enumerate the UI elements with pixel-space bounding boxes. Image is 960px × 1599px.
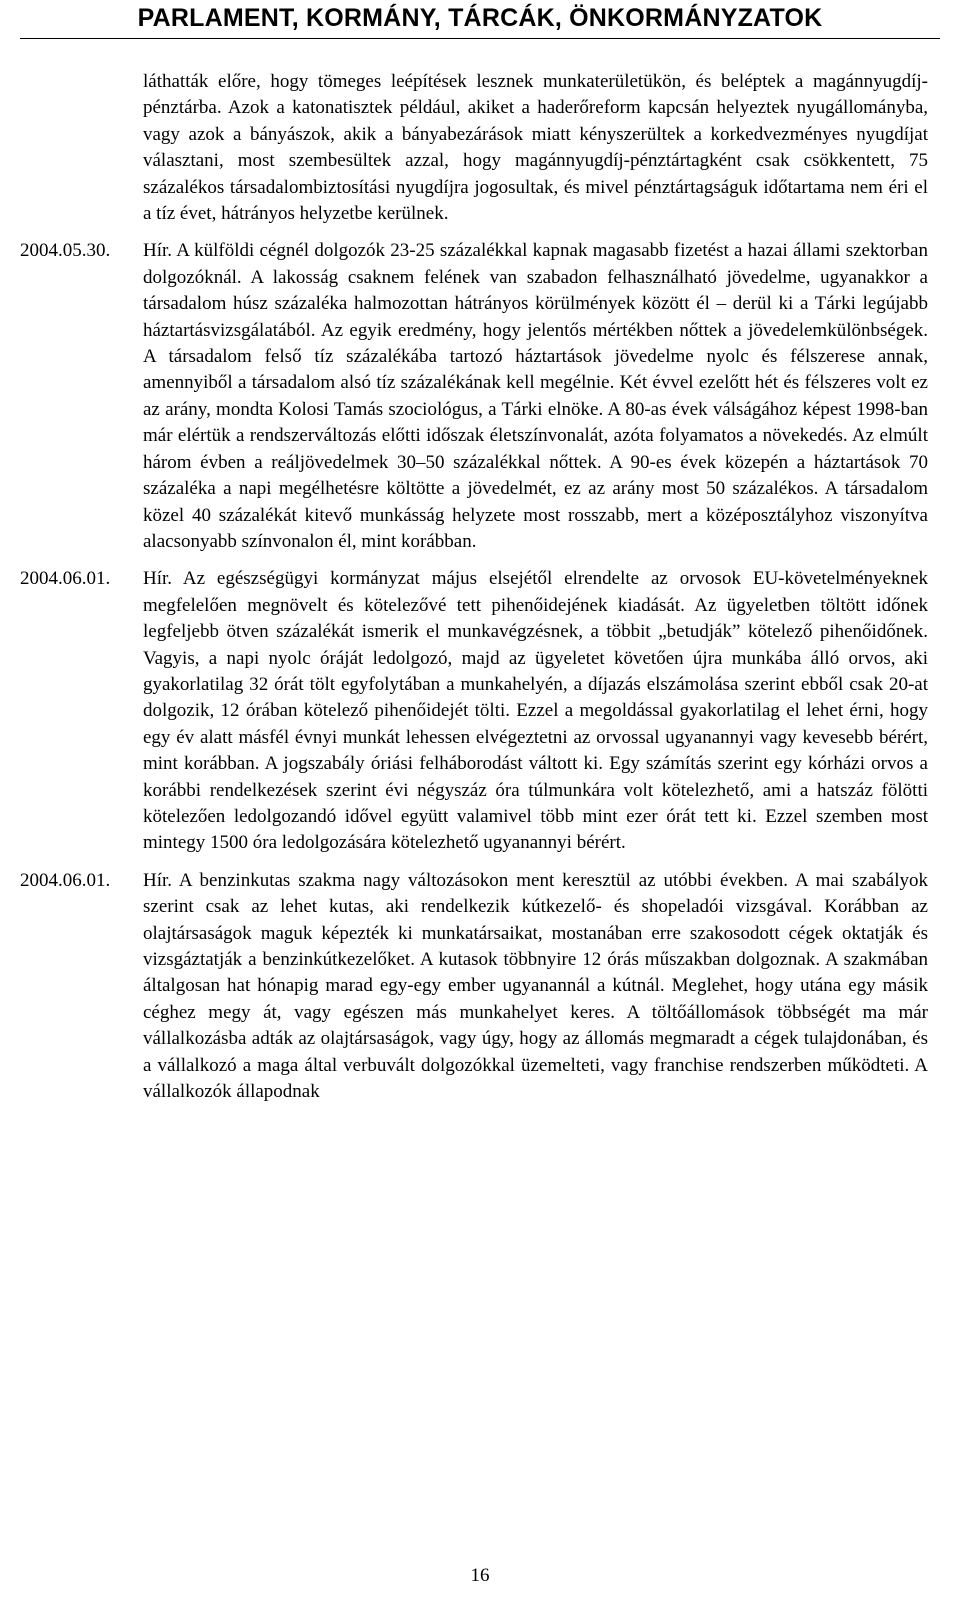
news-entry xyxy=(0,566,960,856)
page-body xyxy=(0,69,960,1105)
header-rule xyxy=(20,38,940,39)
entry-date: 2004.05.30. xyxy=(20,240,111,262)
running-header: PARLAMENT, KORMÁNY, TÁRCÁK, ÖNKORMÁNYZATOK xyxy=(137,4,823,32)
intro-paragraph: láthatták előre, hogy tömeges leépítések lesznek munkaterületükön, és beléptek a magánnyugdíj-pénztárba. Azok a katonatisztek például, akiket a haderőreform kapcsán helyeztek nyugállományba, vagy azok a bányászok, akik a bányabezárások miatt kényszerültek a korkedvezményes nyugdíjat választani, most szembesültek azzal, hogy magánnyugdíj-pénztártagként csak csökkentett, 75 százalékos társadalombiztosítási nyugdíjra jogosultak, és mivel pénztártagságuk időtartama nem éri el a tíz évet, hátrányos helyzetbe kerülnek. xyxy=(143,71,928,225)
entry-text: Hír. A külföldi cégnél dolgozók 23-25 százalékkal kapnak magasabb fizetést a hazai állami szektorban dolgozóknál. A lakosság csaknem felének van szabadon felhasználható jövedelme, ugyanakkor a társadalom húsz százaléka halmozottan hátrányos körülmények között él – derül ki a Tárki legújabb háztartásvizsgálatából. Az egyik eredmény, hogy jelentős mértékben nőttek a jövedelemkülönbségek. A társadalom felső tíz százalékába tartozó háztartások jövedelme nyolc és félszerese annak, amennyiből a társadalom alsó tíz százalékának kell megélnie. Két évvel ezelőtt hét és félszeres volt ez az arány, mondta Kolosi Tamás szociológus, a Tárki elnöke. A 80-as évek válságához képest 1998-ban már elértük a rendszerváltozás előtti időszak életszínvonalát, azóta folyamatos a növekedés. Az elmúlt három évben a reáljövedelmek 30–50 százalékkal nőttek. A 90-es évek közepén a háztartások 70 százaléka a napi megélhetésre költötte a jövedelmét, ez az arány most 50 százalékos. A társadalom közel 40 százalékát kitevő munkásság helyzete most rosszabb, mert a középosztályhoz viszonyítva alacsonyabb színvonalon él, mint korábban. xyxy=(143,240,928,552)
entry-date: 2004.06.01. xyxy=(20,568,111,590)
news-entry xyxy=(0,868,960,1106)
entry-text: Hír. A benzinkutas szakma nagy változásokon ment keresztül az utóbbi években. A mai szabályok szerint csak az lehet kutas, aki rendelkezik kútkezelő- és shopeladói vizsgával. Korábban az olajtársaságok maguk képezték ki munkatársaikat, mostanában erre szakosodott cégek oktatják és vizsgáztatják a benzinkútkezelőket. A kutasok többnyire 12 órás műszakban dolgoznak. A szakmában általgosan hat hónapig marad egy-egy ember ugyanannál a kútnál. Meglehet, hogy utána egy másik céghez megy át, vagy egészen más munkahelyet keres. A töltőállomások többségét ma már vállalkozásba adták az olajtársaságok, vagy úgy, hogy az állomás megmaradt a cégek tulajdonában, és a vállalkozó a maga által verbuvált dolgozókkal üzemelteti, vagy franchise rendszerben működteti. A vállalkozók állapodnak xyxy=(143,869,928,1103)
page-number: 16 xyxy=(470,1565,490,1586)
news-entry xyxy=(0,238,960,555)
entry-date: 2004.06.01. xyxy=(20,869,111,891)
entry-text: Hír. Az egészségügyi kormányzat május elsejétől elrendelte az orvosok EU-követelményeknek megfelelően megnövelt és kötelezővé tett pihenőidejének kiadását. Az ügyeletben töltött időnek legfeljebb ötven százalékát ismerik el munkavégzésnek, a többit „betudják” kötelező pihenőidőnek. Vagyis, a napi nyolc óráját ledolgozó, majd az ügyeletet követően újra munkába álló orvos, aki gyakorlatilag 32 órát tölt egyfolytában a munkahelyén, a díjazás elszámolása szerint ebből csak 20-at dolgozik, 12 órában kötelező pihenőidejét tölti. Ezzel a megoldással gyakorlatilag el lehet érni, hogy egy év alatt másfél évnyi munkát lehessen elvégeztetni az orvossal ugyanannyi vagy kevesebb bérért, mint korábban. A jogszabály óriási felháborodást váltott ki. Egy számítás szerint egy kórházi orvos a korábbi rendelkezések szerint évi négyszáz óra túlmunkára volt kötelezhető, ami a hatszáz fölötti kötelezően ledolgozandó idővel együtt valamivel több mint ezer órát tett ki. Ezzel szemben most mintegy 1500 óra ledolgozására kötelezhető ugyanannyi bérért. xyxy=(143,568,928,854)
